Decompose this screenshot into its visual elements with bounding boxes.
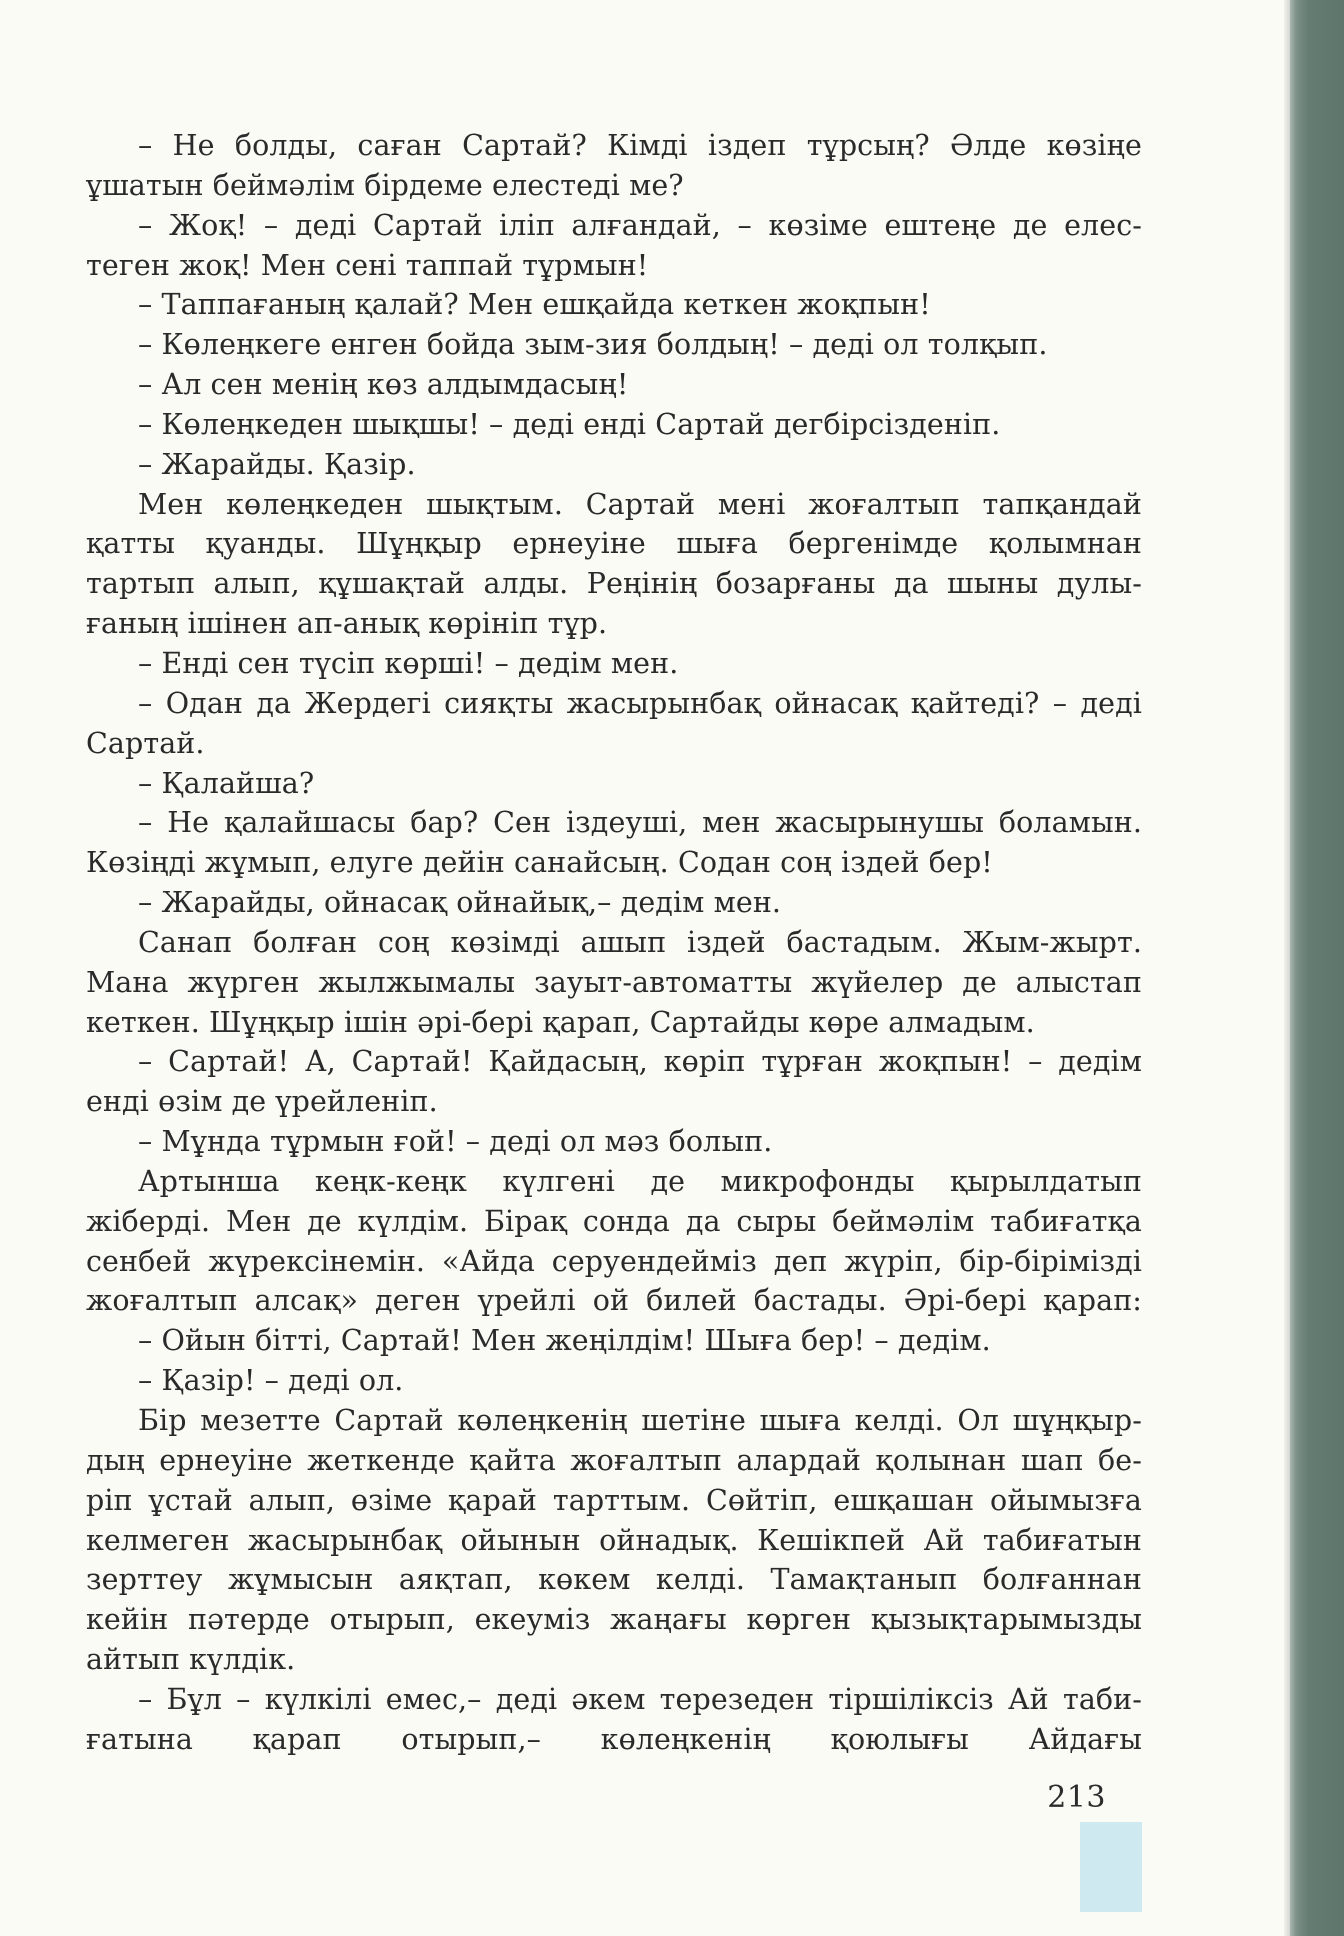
text-line: Сартай. [86,726,205,760]
text-line: Мана жүрген жылжымалы зауыт-автоматты жүйелер де алыстап [86,965,1142,999]
text-line: – Енді сен түсіп көрші! – дедім мен. [138,646,679,680]
text-line: – Сартай! А, Сартай! Қайдасың, көріп тұрған жоқпын! – дедім [138,1045,1142,1079]
text-line: – Одан да Жердегі сияқты жасырынбақ ойнасақ қайтеді? – деді [138,686,1142,720]
text-line: кеткен. Шұңқыр ішін әрі-бері қарап, Сартайды көре алмадым. [86,1005,1035,1039]
text-line: – Қазір! – деді ол. [138,1364,404,1398]
text-line: Көзіңді жұмып, елуге дейін санайсың. Содан соң іздей бер! [86,846,993,880]
book-cover-edge [1290,0,1344,1936]
text-line: ріп ұстай алып, өзіме қарай тарттым. Сөйтіп, ешқашан ойымызға [86,1483,1142,1517]
body-text [86,126,1142,1760]
text-line: Санап болған соң көзімді ашып іздей бастадым. Жым-жырт. [138,925,1142,959]
text-line: енді өзім де үрейленіп. [86,1085,438,1119]
text-line: – Жоқ! – деді Сартай іліп алғандай, – көзіме ештеңе де елес- [138,208,1142,242]
text-line: – Жарайды, ойнасақ ойнайық,– дедім мен. [138,886,782,920]
text-line: – Ал сен менің көз алдымдасың! [138,368,629,402]
text-line: – Бұл – күлкілі емес,– деді әкем терезеден тіршіліксіз Ай таби- [138,1682,1142,1716]
text-line: ғатына қарап отырып,– көлеңкенің қоюлығы Айдағы [86,1722,1142,1756]
text-line: – Көлеңкеден шықшы! – деді енді Сартай дегбірсізденіп. [138,407,1001,441]
text-line: Мен көлеңкеден шықтым. Сартай мені жоғалтып тапқандай [138,487,1142,521]
page-tab-marker [1080,1822,1142,1912]
page-number: 213 [1047,1780,1106,1815]
text-line: айтып күлдік. [86,1643,296,1677]
text-line: Бір мезетте Сартай көлеңкенің шетіне шыға келді. Ол шұңқыр- [138,1404,1142,1437]
text-line: – Көлеңкеге енген бойда зым-зия болдың! – деді ол толқып. [138,328,1048,362]
text-line: – Мұнда тұрмын ғой! – деді ол мәз болып. [138,1125,773,1159]
text-line: теген жоқ! Мен сені таппай тұрмын! [86,248,649,282]
text-line: тартып алып, құшақтай алды. Реңінің бозарғаны да шыны дулы- [86,567,1142,601]
text-line: жіберді. Мен де күлдім. Бірақ сонда да сыры беймәлім табиғатқа [86,1204,1142,1238]
text-line: – Не қалайшасы бар? Сен іздеуші, мен жасырынушы боламын. [138,806,1142,840]
text-line: ғаның ішінен ап-анық көрініп тұр. [86,607,608,641]
text-line: зерттеу жұмысын аяқтап, көкем келді. Тамақтанып болғаннан [86,1563,1142,1597]
text-line: – Жарайды. Қазір. [138,447,416,481]
text-line: сенбей жүрексінемін. «Айда серуендейміз деп жүріп, бір-бірімізді [86,1244,1142,1278]
text-line: қатты қуанды. Шұңқыр ернеуіне шыға бергенімде қолымнан [86,527,1142,561]
text-line: кейін пәтерде отырып, екеуміз жаңағы көрген қызықтарымызды [86,1603,1142,1637]
text-line: – Ойын бітті, Сартай! Мен жеңілдім! Шыға бер! – дедім. [138,1324,991,1358]
text-line: Артынша кеңк-кеңк күлгені де микрофонды қырылдатып [138,1164,1142,1198]
text-line: – Не болды, саған Сартай? Кімді іздеп тұрсың? Әлде көзіңе [138,129,1142,162]
text-line: жоғалтып алсақ» деген үрейлі ой билей бастады. Әрі-бері қарап: [86,1284,1142,1318]
text-line: дың ернеуіне жеткенде қайта жоғалтып алардай қолынан шап бе- [86,1443,1142,1477]
text-line: – Таппағаның қалай? Мен ешқайда кеткен жоқпын! [138,288,931,322]
text-line: ұшатын беймәлім бірдеме елестеді ме? [86,168,684,202]
text-line: – Қалайша? [138,766,315,800]
text-line: келмеген жасырынбақ ойынын ойнадық. Кешікпей Ай табиғатын [86,1523,1142,1557]
